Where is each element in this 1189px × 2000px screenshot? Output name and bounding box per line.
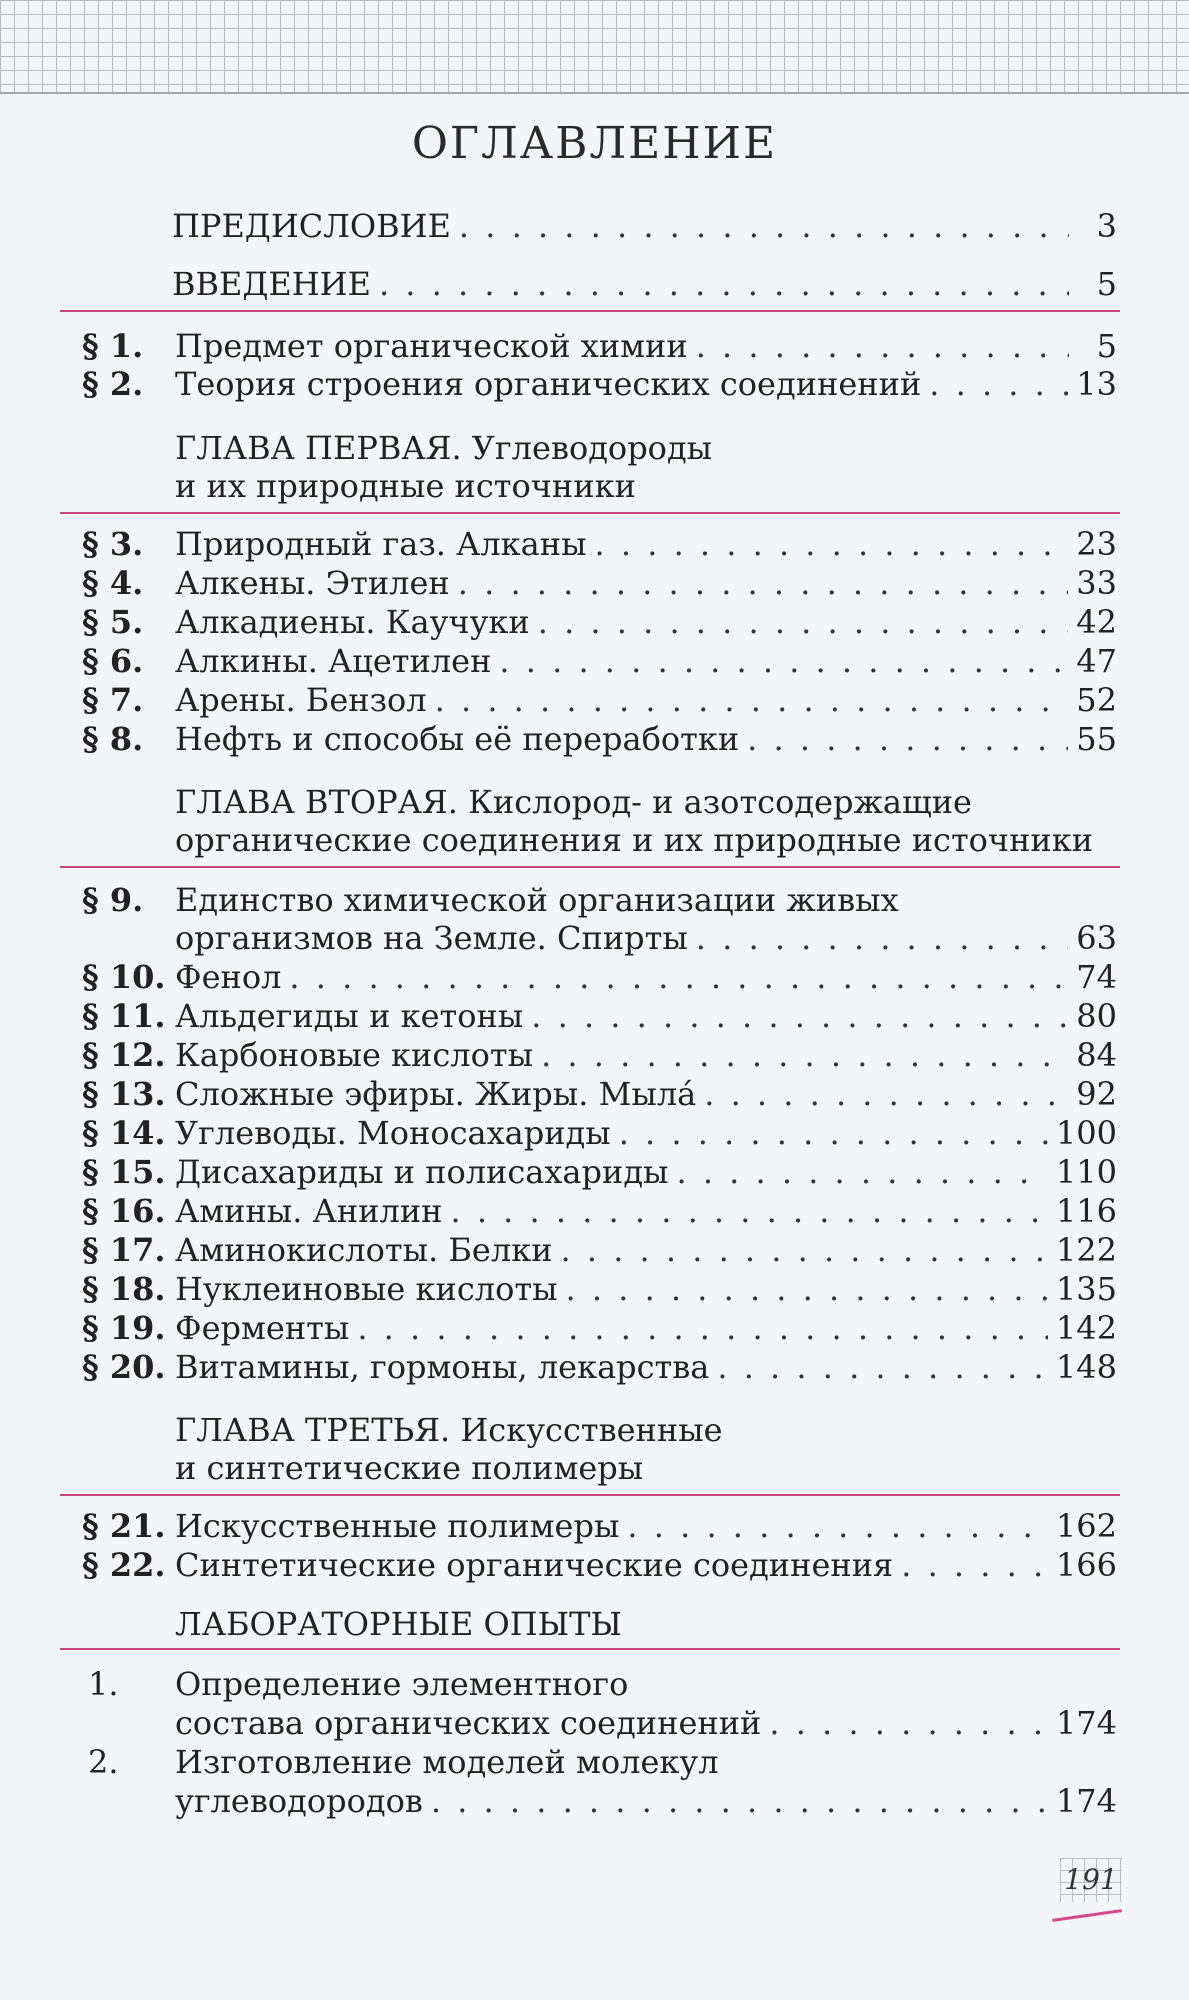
chapter-heading-line: и синтетические полимеры: [175, 1449, 644, 1487]
toc-page: 122: [1055, 1231, 1117, 1269]
toc-entry: [175, 563, 1117, 603]
section-number: § 16.: [82, 1192, 166, 1230]
toc-page: 110: [1055, 1153, 1117, 1191]
toc-page: 135: [1055, 1270, 1117, 1308]
section-number: § 11.: [82, 997, 166, 1035]
section-number: § 8.: [82, 720, 144, 758]
section-number: § 12.: [82, 1036, 166, 1074]
toc-row: [0, 206, 1189, 246]
toc-entry: [175, 918, 1117, 958]
leader-dots: [627, 1506, 1048, 1546]
toc-entry: [175, 1230, 1117, 1270]
toc-page: 100: [1055, 1114, 1117, 1152]
leader-dots: [747, 719, 1068, 759]
toc-row: [0, 524, 1189, 564]
toc-page: 148: [1055, 1348, 1117, 1386]
leader-dots: [459, 206, 1069, 246]
section-number: § 21.: [82, 1507, 166, 1545]
chapter-heading-line: ГЛАВА ПЕРВАЯ. Углеводороды: [175, 429, 713, 467]
toc-row: [0, 1781, 1189, 1821]
toc-row: [0, 1191, 1189, 1231]
toc-entry: [175, 1191, 1117, 1231]
toc-row: [0, 1664, 1189, 1704]
leader-dots: [619, 1113, 1048, 1153]
toc-page: 162: [1055, 1507, 1117, 1545]
toc-row: [0, 957, 1189, 997]
toc-page: 116: [1055, 1192, 1117, 1230]
lab-number: 1.: [88, 1665, 119, 1703]
toc-page: 23: [1076, 525, 1117, 563]
leader-dots: [531, 996, 1068, 1036]
toc-entry: [175, 1308, 1117, 1348]
leader-dots: [541, 1035, 1068, 1075]
toc-row: [0, 1506, 1189, 1546]
leader-dots: [379, 264, 1069, 304]
toc-entry: [175, 1781, 1117, 1821]
leader-dots: [696, 918, 1068, 958]
section-number: § 4.: [82, 564, 144, 602]
toc-entry: [175, 602, 1117, 642]
toc-entry: [175, 326, 1117, 366]
toc-row: [0, 918, 1189, 958]
toc-page: 74: [1076, 958, 1117, 996]
toc-page: 166: [1055, 1546, 1117, 1584]
toc-page: 142: [1055, 1309, 1117, 1347]
leader-dots: [538, 602, 1069, 642]
section-rule: [60, 1494, 1120, 1496]
toc-text: организмов на Земле. Спирты: [175, 919, 688, 957]
folio-accent: [1052, 1909, 1122, 1922]
graph-paper-header: [0, 0, 1189, 94]
toc-text: Единство химической организации живых: [175, 881, 899, 919]
toc-text: Нуклеиновые кислоты: [175, 1270, 558, 1308]
toc-page: 5: [1096, 327, 1117, 365]
toc-entry: [175, 364, 1117, 404]
toc-entry: [175, 1545, 1117, 1585]
toc-entry: [175, 1152, 1117, 1192]
toc-entry: [175, 641, 1117, 681]
toc-text: Изготовление моделей молекул: [175, 1743, 719, 1781]
toc-text: Арены. Бензол: [175, 681, 427, 719]
toc-text: углеводородов: [175, 1782, 423, 1820]
leader-dots: [704, 1074, 1068, 1114]
lab-heading: ЛАБОРАТОРНЫЕ ОПЫТЫ: [175, 1605, 622, 1643]
toc-page: 42: [1076, 603, 1117, 641]
toc-row: [0, 1545, 1189, 1585]
toc-entry: [172, 206, 1117, 246]
toc-text: Карбоновые кислоты: [175, 1036, 534, 1074]
section-rule: [60, 1648, 1120, 1650]
toc-text: состава органических соединений: [175, 1704, 762, 1742]
toc-entry: [175, 957, 1117, 997]
leader-dots: [561, 1230, 1048, 1270]
toc-entry: [175, 1113, 1117, 1153]
toc-row: [0, 326, 1189, 366]
toc-row: [0, 996, 1189, 1036]
chapter-heading-line: ГЛАВА ВТОРАЯ. Кислород- и азотсодержащие: [175, 783, 972, 821]
toc-page: 92: [1076, 1075, 1117, 1113]
section-number: § 15.: [82, 1153, 166, 1191]
toc-page: 174: [1055, 1704, 1117, 1742]
toc-text: Теория строения органических соединений: [175, 365, 922, 403]
leader-dots: [595, 524, 1069, 564]
toc-text: Синтетические органические соединения: [175, 1546, 894, 1584]
toc-text: Фенол: [175, 958, 282, 996]
toc-text: ПРЕДИСЛОВИЕ: [172, 207, 451, 245]
toc-row: [0, 1269, 1189, 1309]
chapter-heading-line: ГЛАВА ТРЕТЬЯ. Искусственные: [175, 1411, 723, 1449]
leader-dots: [431, 1781, 1048, 1821]
leader-dots: [769, 1703, 1048, 1743]
toc-entry: [175, 719, 1117, 759]
section-number: § 3.: [82, 525, 144, 563]
leader-dots: [289, 957, 1068, 997]
toc-page: 47: [1076, 642, 1117, 680]
toc-text: Искусственные полимеры: [175, 1507, 620, 1545]
toc-row: [0, 1742, 1189, 1782]
toc-text: Предмет органической химии: [175, 327, 688, 365]
section-number: § 6.: [82, 642, 144, 680]
toc-row: [0, 602, 1189, 642]
toc-text: Альдегиды и кетоны: [175, 997, 524, 1035]
toc-text: Определение элементного: [175, 1665, 629, 1703]
leader-dots: [435, 680, 1069, 720]
section-number: § 7.: [82, 681, 144, 719]
section-number: § 18.: [82, 1270, 166, 1308]
toc-row: [0, 364, 1189, 404]
toc-entry: [175, 524, 1117, 564]
section-number: § 17.: [82, 1231, 166, 1269]
toc-row: [0, 880, 1189, 920]
toc-text: Нефть и способы её переработки: [175, 720, 740, 758]
toc-row: [0, 1230, 1189, 1270]
toc-row: [0, 1152, 1189, 1192]
leader-dots: [499, 641, 1068, 681]
toc-entry: [175, 1035, 1117, 1075]
toc-page: 13: [1076, 365, 1117, 403]
toc-text: Ферменты: [175, 1309, 350, 1347]
toc-row: [0, 1113, 1189, 1153]
leader-dots: [566, 1269, 1048, 1309]
toc-entry: [175, 1703, 1117, 1743]
section-rule: [60, 512, 1120, 514]
toc-page: 84: [1076, 1036, 1117, 1074]
leader-dots: [458, 563, 1069, 603]
toc-page: 80: [1076, 997, 1117, 1035]
toc-entry: [172, 264, 1117, 304]
leader-dots: [450, 1191, 1047, 1231]
section-number: § 22.: [82, 1546, 166, 1584]
chapter-heading-line: и их природные источники: [175, 467, 636, 505]
page-title: ОГЛАВЛЕНИЕ: [411, 118, 778, 169]
toc-page: 33: [1076, 564, 1117, 602]
section-number: § 5.: [82, 603, 144, 641]
toc-row: [0, 1035, 1189, 1075]
toc-entry: [175, 680, 1117, 720]
toc-row: [0, 680, 1189, 720]
section-number: § 14.: [82, 1114, 166, 1152]
leader-dots: [901, 1545, 1048, 1585]
toc-text: Углеводы. Моносахариды: [175, 1114, 611, 1152]
section-number: § 9.: [82, 881, 144, 919]
toc-text: Сложные эфиры. Жиры. Мыла́: [175, 1075, 697, 1113]
toc-text: Алкины. Ацетилен: [175, 642, 492, 680]
toc-row: [0, 1703, 1189, 1743]
toc-text: Природный газ. Алканы: [175, 525, 587, 563]
toc-row: [0, 563, 1189, 603]
toc-row: [0, 1347, 1189, 1387]
toc-entry: [175, 1074, 1117, 1114]
toc-text: Витамины, гормоны, лекарства: [175, 1348, 710, 1386]
section-rule: [60, 866, 1120, 868]
section-number: § 20.: [82, 1348, 166, 1386]
toc-text: Алкадиены. Каучуки: [175, 603, 530, 641]
toc-page: 174: [1055, 1782, 1117, 1820]
leader-dots: [676, 1152, 1047, 1192]
toc-entry: [175, 1347, 1117, 1387]
toc-page: 5: [1096, 265, 1117, 303]
chapter-heading-line: органические соединения и их природные источники: [175, 821, 1094, 859]
toc-row: [0, 1074, 1189, 1114]
leader-dots: [929, 364, 1068, 404]
toc-entry: [175, 996, 1117, 1036]
toc-row: [0, 719, 1189, 759]
toc-entry: [175, 1269, 1117, 1309]
page-number: 191: [1060, 1858, 1122, 1902]
leader-dots: [357, 1308, 1048, 1348]
toc-page: 3: [1096, 207, 1117, 245]
section-number: § 1.: [82, 327, 144, 365]
toc-entry: [175, 1506, 1117, 1546]
toc-text: Амины. Анилин: [175, 1192, 443, 1230]
toc-page: 52: [1076, 681, 1117, 719]
lab-number: 2.: [88, 1743, 119, 1781]
toc-text: ВВЕДЕНИЕ: [172, 265, 371, 303]
toc-row: [0, 1308, 1189, 1348]
toc-page: 55: [1076, 720, 1117, 758]
section-number: § 13.: [82, 1075, 166, 1113]
toc-text: Аминокислоты. Белки: [175, 1231, 553, 1269]
toc-row: [0, 641, 1189, 681]
toc-page: 63: [1076, 919, 1117, 957]
section-rule: [60, 310, 1120, 312]
section-number: § 10.: [82, 958, 166, 996]
toc-row: [0, 264, 1189, 304]
toc-text: Дисахариды и полисахариды: [175, 1153, 669, 1191]
toc-text: Алкены. Этилен: [175, 564, 450, 602]
section-number: § 19.: [82, 1309, 166, 1347]
leader-dots: [696, 326, 1069, 366]
section-number: § 2.: [82, 365, 144, 403]
leader-dots: [717, 1347, 1048, 1387]
